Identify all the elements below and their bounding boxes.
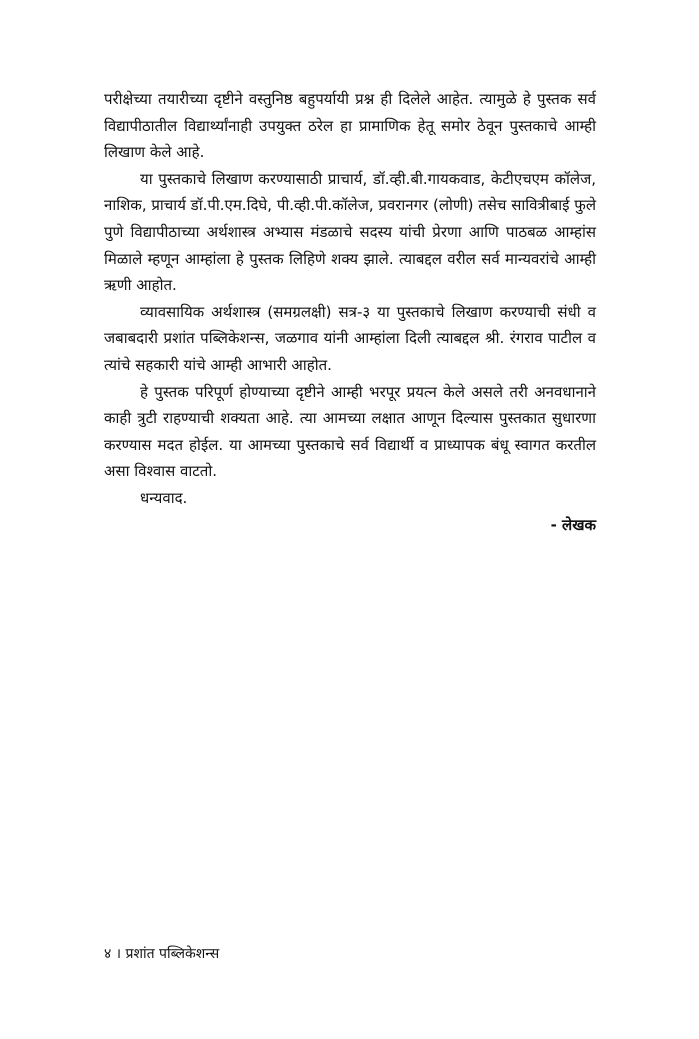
author-signature: - लेखक [550,515,596,534]
paragraph-3: व्यावसायिक अर्थशास्त्र (समग्रलक्षी) सत्र-३ या पुस्तकाचे लिखाण करण्याची संधी व जबाबदारी प्रशांत पब्लिकेशन्स, जळगाव यांनी आम्हांला दिली त्याबद्दल श्री. रंगराव पाटील व त्यांचे सहकारी यांचे आम्ही आभारी आहोत. [104,302,596,374]
thanks-line: धन्यवाद. [140,488,188,507]
page-footer: ४ । प्रशांत पब्लिकेशन्स [104,946,220,962]
paragraph-4: हे पुस्तक परिपूर्ण होण्याच्या दृष्टीने आम्ही भरपूर प्रयत्न केले असले तरी अनवधानाने काही त्रुटी राहण्याची शक्यता आहे. त्या आमच्या लक्षात आणून दिल्यास पुस्तकात सुधारणा करण्यास मदत होईल. या आमच्या पुस्तकाचे सर्व विद्यार्थी व प्राध्यापक बंधू स्वागत करतील असा विश्वास वाटतो. [104,382,596,481]
preface-body [104,86,596,538]
paragraph-1: परीक्षेच्या तयारीच्या दृष्टीने वस्तुनिष्ठ बहुपर्यायी प्रश्न ही दिलेले आहेत. त्यामुळे हे पुस्तक सर्व विद्यापीठातील विद्यार्थ्यांनाही उपयुक्त ठरेल हा प्रामाणिक हेतू समोर ठेवून पुस्तकाचे आम्ही लिखाण केले आहे. [104,90,596,162]
paragraph-2: या पुस्तकाचे लिखाण करण्यासाठी प्राचार्य, डॉ.व्ही.बी.गायकवाड, केटीएचएम कॉलेज, नाशिक, प्राचार्य डॉ.पी.एम.दिघे, पी.व्ही.पी.कॉलेज, प्रवरानगर (लोणी) तसेच सावित्रीबाई फुले पुणे विद्यापीठाच्या अर्थशास्त्र अभ्यास मंडळाचे सदस्य यांची प्रेरणा आणि पाठबळ आम्हांस मिळाले म्हणून आम्हांला हे पुस्तक लिहिणे शक्य झाले. त्याबद्दल वरील सर्व मान्यवरांचे आम्ही ऋणी आहोत. [104,169,596,295]
